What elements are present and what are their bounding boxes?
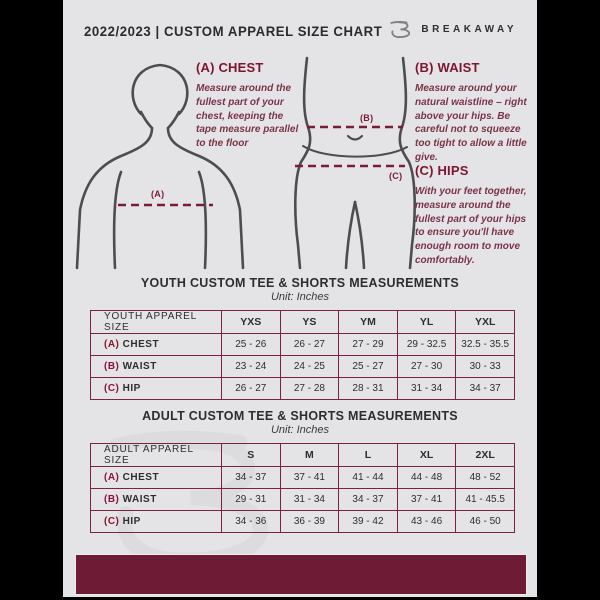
measurement-cell: 31 - 34	[397, 378, 456, 400]
measurement-cell: 43 - 46	[397, 511, 456, 533]
measurement-cell: 48 - 52	[456, 467, 515, 489]
measurement-cell: 34 - 36	[222, 511, 281, 533]
row-label: (A) CHEST	[91, 467, 222, 489]
row-label: (B) WAIST	[91, 489, 222, 511]
hips-line-label: (C)	[389, 171, 403, 181]
measurement-cell: 26 - 27	[222, 378, 281, 400]
table-row	[91, 489, 515, 511]
measurement-cell: 27 - 30	[397, 356, 456, 378]
size-column-header: YXS	[222, 311, 281, 334]
row-label: (C) HIP	[91, 511, 222, 533]
hips-heading: (C) HIPS	[415, 163, 469, 178]
chest-heading: (A) CHEST	[196, 60, 264, 75]
row-prefix: (B)	[104, 494, 120, 505]
measurement-cell: 32.5 - 35.5	[456, 334, 515, 356]
size-table-header-row	[91, 444, 515, 467]
measurement-cell: 31 - 34	[280, 489, 339, 511]
measurement-cell: 41 - 44	[339, 467, 398, 489]
apparel-size-header: YOUTH APPAREL SIZE	[91, 311, 222, 334]
lower-body-outline	[295, 58, 414, 268]
flyer-page	[63, 0, 537, 597]
row-label: (C) HIP	[91, 378, 222, 400]
measurement-cell: 37 - 41	[397, 489, 456, 511]
measurement-cell: 36 - 39	[280, 511, 339, 533]
adult-table-title: ADULT CUSTOM TEE & SHORTS MEASUREMENTS	[142, 409, 458, 423]
table-row	[91, 511, 515, 533]
measurement-cell: 26 - 27	[280, 334, 339, 356]
measurement-cell: 30 - 33	[456, 356, 515, 378]
table-row	[91, 334, 515, 356]
table-row	[91, 467, 515, 489]
row-prefix: (B)	[104, 361, 120, 372]
hips-text: With your feet together, measure around the fullest part of your hips to ensure you'll have enough room to move comfortably.	[415, 186, 527, 266]
size-column-header: L	[339, 444, 398, 467]
youth-size-table	[90, 310, 515, 400]
waist-line-label: (B)	[360, 113, 374, 123]
brand-logo-group	[389, 16, 517, 42]
measurement-cell: 25 - 27	[339, 356, 398, 378]
table-row	[91, 378, 515, 400]
chest-line-label: (A)	[151, 189, 165, 199]
measurement-cell: 24 - 25	[280, 356, 339, 378]
measurement-cell: 34 - 37	[222, 467, 281, 489]
measurement-cell: 29 - 32.5	[397, 334, 456, 356]
size-column-header: XL	[397, 444, 456, 467]
row-label: (A) CHEST	[91, 334, 222, 356]
size-table-header-row	[91, 311, 515, 334]
size-column-header: YM	[339, 311, 398, 334]
measurement-cell: 25 - 26	[222, 334, 281, 356]
waist-heading: (B) WAIST	[415, 60, 480, 75]
youth-table-unit: Unit: Inches	[270, 291, 330, 303]
chest-instructions	[196, 60, 306, 151]
measurement-cell: 41 - 45.5	[456, 489, 515, 511]
measurement-cell: 37 - 41	[280, 467, 339, 489]
measurement-cell: 46 - 50	[456, 511, 515, 533]
adult-size-table	[90, 443, 515, 533]
measurement-cell: 34 - 37	[456, 378, 515, 400]
size-column-header: YXL	[456, 311, 515, 334]
measurement-cell: 29 - 31	[222, 489, 281, 511]
size-column-header: M	[280, 444, 339, 467]
waist-instructions	[415, 60, 531, 165]
apparel-size-header: ADULT APPAREL SIZE	[91, 444, 222, 467]
measurement-cell: 27 - 28	[280, 378, 339, 400]
row-prefix: (A)	[104, 472, 120, 483]
page-title: 2022/2023 | CUSTOM APPAREL SIZE CHART	[84, 23, 383, 39]
row-prefix: (A)	[104, 339, 120, 350]
youth-table-title: YOUTH CUSTOM TEE & SHORTS MEASUREMENTS	[140, 276, 460, 290]
row-label: (B) WAIST	[91, 356, 222, 378]
measurement-cell: 23 - 24	[222, 356, 281, 378]
row-prefix: (C)	[104, 516, 120, 527]
measurement-cell: 39 - 42	[339, 511, 398, 533]
waist-text: Measure around your natural waistline – right above your hips. Be careful not to squeeze too tight to allow a little give.	[415, 83, 527, 163]
adult-table-unit: Unit: Inches	[270, 424, 330, 436]
table-row	[91, 356, 515, 378]
brand-name: BREAKAWAY	[421, 23, 517, 35]
hips-instructions	[415, 163, 535, 268]
size-column-header: S	[222, 444, 281, 467]
measurement-cell: 34 - 37	[339, 489, 398, 511]
row-prefix: (C)	[104, 383, 120, 394]
size-column-header: 2XL	[456, 444, 515, 467]
measurement-cell: 28 - 31	[339, 378, 398, 400]
chest-text: Measure around the fullest part of your chest, keeping the tape measure parallel to the floor	[196, 83, 299, 150]
footer-accent-bar	[75, 554, 527, 595]
size-column-header: YL	[397, 311, 456, 334]
measurement-cell: 44 - 48	[397, 467, 456, 489]
breakaway-b-logo-icon	[389, 16, 415, 42]
measurement-cell: 27 - 29	[339, 334, 398, 356]
size-column-header: YS	[280, 311, 339, 334]
